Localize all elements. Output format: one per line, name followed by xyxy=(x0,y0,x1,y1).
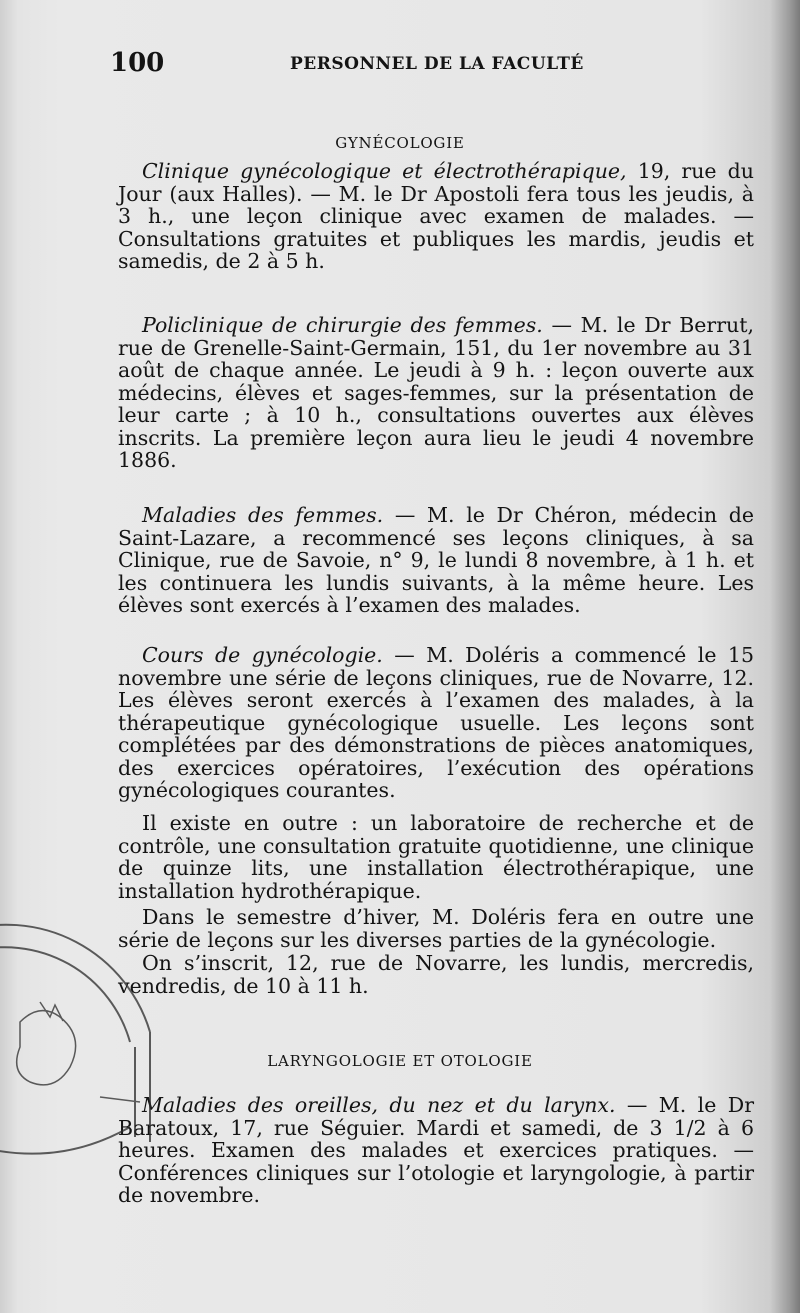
paragraph-maladies-oreilles xyxy=(118,1094,754,1207)
page-header xyxy=(110,48,750,82)
paragraph-text: — M. le Dr Berrut, rue de Grenelle-Saint-Germain, 151, du 1er novembre au 31 août de chaque année. Le jeudi à 9 h. : leçon ouverte aux médecins, élèves et sages-femmes, sur la présentation de leur carte ; à 10 h., consultations ouvertes aux élèves inscrits. La première leçon aura lieu le jeudi 4 novembre 1886. xyxy=(118,313,754,472)
paragraph-inscription xyxy=(118,952,754,997)
paragraph-cours-gynecologie xyxy=(118,644,754,802)
paragraph-title: Maladies des oreilles, du nez et du larynx. xyxy=(142,1093,616,1117)
section-heading-laryngologie: LARYNGOLOGIE ET OTOLOGIE xyxy=(267,1052,533,1070)
paragraph-text: Il existe en outre : un laboratoire de recherche et de contrôle, une consultation gratuite quotidienne, une clinique de quinze lits, une installation électrothérapique, une installation hydrothérapique. xyxy=(118,811,754,903)
paragraph-text: Dans le semestre d’hiver, M. Doléris fera en outre une série de leçons sur les diverses parties de la gynécologie. xyxy=(118,905,754,952)
paragraph-clinique-gynecologique xyxy=(118,160,754,273)
paragraph-title: Clinique gynécologique et électrothérapique, xyxy=(142,159,627,183)
paragraph-semestre-hiver xyxy=(118,906,754,951)
paragraph-text: 19, rue du Jour (aux Halles). — M. le Dr Apostoli fera tous les jeudis, à 3 h., une leçon clinique avec examen de malades. — Consultations gratuites et publiques les mardis, jeudis et samedis, de 2 à 5 h. xyxy=(118,159,754,273)
paragraph-title: Policlinique de chirurgie des femmes. xyxy=(142,313,543,337)
paragraph-text: On s’inscrit, 12, rue de Novarre, les lundis, mercredis, vendredis, de 10 à 11 h. xyxy=(118,951,754,998)
paragraph-text: — M. le Dr Chéron, médecin de Saint-Lazare, a recommencé ses leçons cliniques, à sa Clinique, rue de Savoie, n° 9, le lundi 8 novembre, à 1 h. et les continuera les lundis suivants, à la même heure. Les élèves sont exercés à l’examen des malades. xyxy=(118,503,754,617)
running-title: PERSONNEL DE LA FACULTÉ xyxy=(290,54,584,74)
paragraph-text: — M. le Dr Baratoux, 17, rue Séguier. Mardi et samedi, de 3 1/2 à 6 heures. Examen des malades et exercices pratiques. — Conférences cliniques sur l’otologie et laryngologie, à partir de novembre. xyxy=(118,1093,754,1207)
paragraph-title: Maladies des femmes. xyxy=(142,503,384,527)
paragraph-title: Cours de gynécologie. xyxy=(142,643,383,667)
page-number: 100 xyxy=(110,48,165,78)
paragraph-laboratoire xyxy=(118,812,754,902)
paragraph-policlinique xyxy=(118,314,754,472)
paragraph-text: — M. Doléris a commencé le 15 novembre une série de leçons cliniques, rue de Novarre, 12. Les élèves seront exercés à l’examen des malades, à la thérapeutique gynécologique usuelle. Les leçons sont complétées par des démonstrations de pièces anatomiques, des exercices opératoires, l’exécution des opérations gynécologiques courantes. xyxy=(118,643,754,802)
paragraph-maladies-femmes xyxy=(118,504,754,617)
library-stamp-icon xyxy=(0,912,160,1192)
section-heading-gynecologie: GYNÉCOLOGIE xyxy=(335,134,465,152)
